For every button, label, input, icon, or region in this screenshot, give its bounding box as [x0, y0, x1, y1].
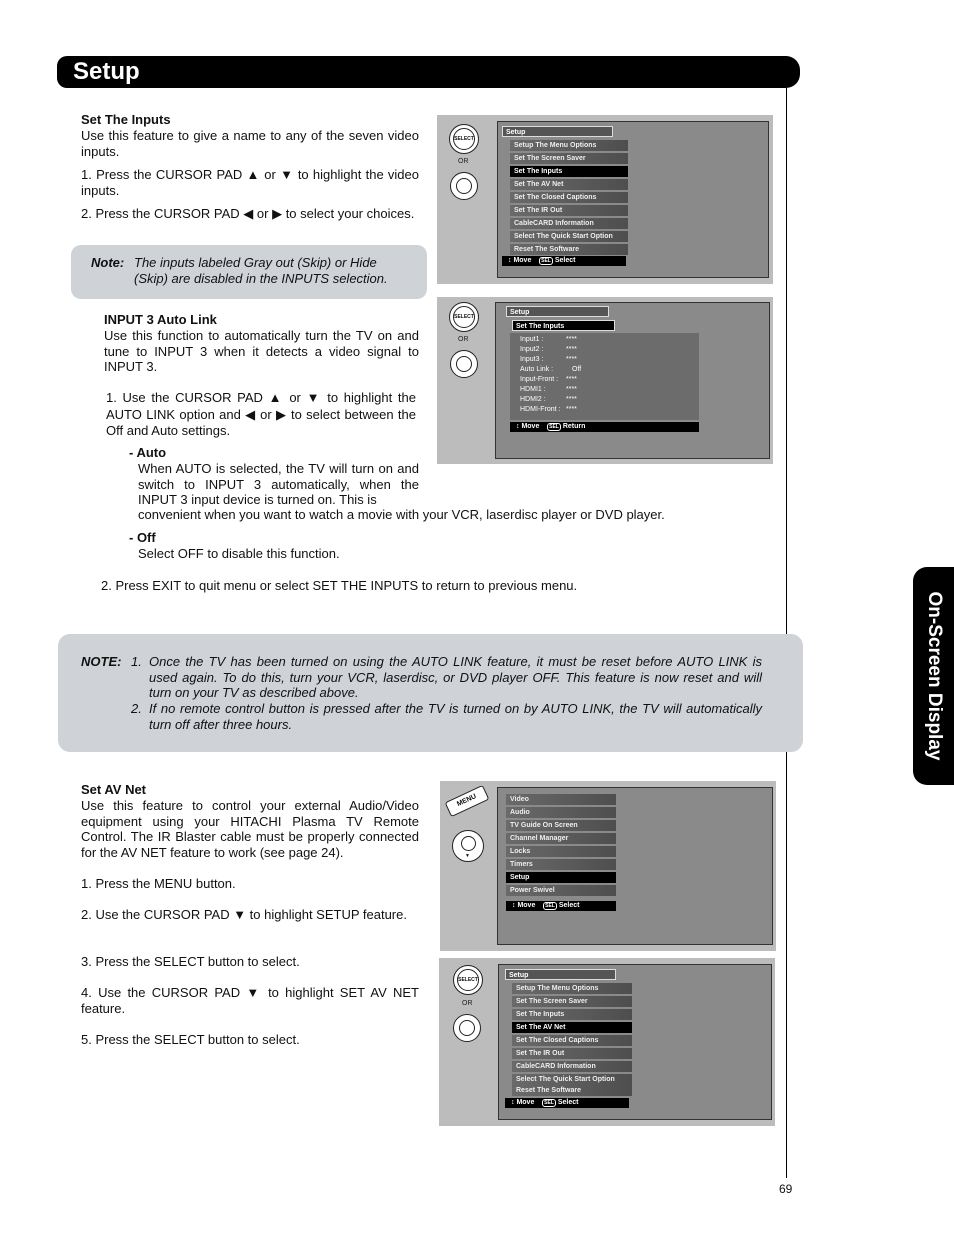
- osd-item[interactable]: Select The Quick Start Option: [512, 1074, 632, 1085]
- note-box: [71, 245, 427, 299]
- osd-menu-title: Setup: [502, 126, 613, 137]
- note-box-2: [58, 634, 803, 752]
- osd-help-bar: ↕ Move SEL Return: [510, 422, 699, 432]
- auto-link-row[interactable]: Auto Link : Off: [520, 366, 582, 373]
- sel-key-label: SEL: [549, 424, 559, 430]
- tv-screen: [495, 302, 770, 459]
- tv-screen: [497, 121, 769, 278]
- osd-item[interactable]: TV Guide On Screen: [506, 820, 616, 831]
- cursor-pad-down-icon: ▼: [452, 830, 484, 862]
- osd-item[interactable]: Setup The Menu Options: [510, 140, 628, 151]
- auto-label: - Auto: [129, 445, 167, 460]
- cursor-pad-icon: [450, 172, 478, 200]
- input-row[interactable]: HDMI-Front : ****: [520, 406, 577, 413]
- osd-item[interactable]: Reset The Software: [512, 1085, 632, 1096]
- move-label: Move: [513, 257, 532, 264]
- cursor-pad-icon: [450, 350, 478, 378]
- off-label: - Off: [129, 530, 156, 545]
- input3-title: INPUT 3 Auto Link: [104, 312, 217, 327]
- column-divider: [786, 88, 787, 1178]
- input-row[interactable]: HDMI1 : ****: [520, 386, 577, 393]
- osd-item[interactable]: Timers: [506, 859, 616, 870]
- select-label: Select: [557, 1099, 579, 1106]
- or-label: OR: [458, 158, 469, 165]
- note2-item2: If no remote control button is pressed after the TV is turned on by AUTO LINK, the TV will automatically turn off after three hours.: [149, 701, 762, 732]
- osd-main-menu-list: [506, 794, 616, 896]
- return-label: Return: [562, 423, 586, 430]
- sel-key-label: SEL: [545, 903, 555, 909]
- input-row[interactable]: Input1 : ****: [520, 336, 577, 343]
- osd-menu-list: [512, 983, 632, 1096]
- osd-item[interactable]: Locks: [506, 846, 616, 857]
- av-net-title: Set AV Net: [81, 782, 147, 797]
- move-label: Move: [517, 902, 536, 909]
- side-tab-label: On-Screen Display: [923, 591, 945, 761]
- move-label: Move: [521, 423, 540, 430]
- osd-menu-list: [510, 140, 628, 255]
- input-row[interactable]: Input2 : ****: [520, 346, 577, 353]
- input3-intro: Use this function to automatically turn the TV on and tune to INPUT 3 when it detects a video signal to INPUT 3.: [104, 328, 419, 374]
- set-inputs-step2: 2. Press the CURSOR PAD ◀ or ▶ to select your choices.: [81, 206, 415, 221]
- screenshot-panel-av-net: [439, 958, 775, 1126]
- av-net-intro: Use this feature to control your external Audio/Video equipment using your HITACHI Plasma TV Remote Control. The IR Blaster cable must be properly connected for the AV NET feature to work (see page 24).: [81, 798, 419, 860]
- input3-step2: 2. Press EXIT to quit menu or select SET THE INPUTS to return to previous menu.: [101, 578, 578, 593]
- osd-submenu-title: Set The Inputs: [512, 320, 615, 331]
- note-text: The inputs labeled Gray out (Skip) or Hide (Skip) are disabled in the INPUTS selection.: [134, 255, 388, 286]
- osd-item[interactable]: Set The IR Out: [510, 205, 628, 216]
- section-side-tab: [913, 567, 954, 785]
- set-inputs-intro: Use this feature to give a name to any of the seven video inputs.: [81, 128, 419, 159]
- or-label: OR: [458, 336, 469, 343]
- page-title: Setup: [73, 58, 140, 85]
- set-inputs-title: Set The Inputs: [81, 112, 171, 127]
- av-net-step2: 2. Use the CURSOR PAD ▼ to highlight SETUP feature.: [81, 907, 407, 922]
- input-row[interactable]: Input3 : ****: [520, 356, 577, 363]
- osd-help-bar: ↕ Move SEL Select: [502, 256, 626, 266]
- or-label: OR: [462, 1000, 473, 1007]
- osd-item[interactable]: Power Swivel: [506, 885, 616, 896]
- osd-item-selected[interactable]: Setup: [506, 872, 616, 883]
- osd-item[interactable]: Set The Screen Saver: [512, 996, 632, 1007]
- auto-text: When AUTO is selected, the TV will turn on and switch to INPUT 3 automatically, when the INPUT 3 input device is turned on. This is: [138, 461, 419, 507]
- osd-item-selected[interactable]: Set The AV Net: [512, 1022, 632, 1033]
- osd-item[interactable]: Audio: [506, 807, 616, 818]
- note-label: Note:: [91, 255, 125, 270]
- cursor-pad-icon: [453, 1014, 481, 1042]
- note2-item1: Once the TV has been turned on using the AUTO LINK feature, it must be reset before AUTO LINK is used again. To do this, turn your VCR, laserdisc, or DVD player OFF. This feature is now reset and will turn on your TV as described above.: [149, 654, 762, 700]
- tv-screen: [498, 964, 772, 1120]
- osd-menu-title: Setup: [506, 306, 609, 317]
- select-button-icon: SELECT: [453, 965, 483, 995]
- input3-step1: 1. Use the CURSOR PAD ▲ or ▼ to highlight the AUTO LINK option and ◀ or ▶ to select between the Off and Auto settings.: [106, 390, 416, 438]
- osd-help-bar: ↕ Move SEL Select: [505, 1098, 629, 1108]
- auto-text-cont: convenient when you want to watch a movie with your VCR, laserdisc player or DVD player.: [138, 507, 665, 522]
- screenshot-panel-inputs: [437, 297, 773, 464]
- osd-item[interactable]: Set The IR Out: [512, 1048, 632, 1059]
- screenshot-panel-main-menu: [440, 781, 776, 951]
- note2-label: NOTE:: [81, 654, 122, 669]
- select-button-icon: SELECT: [449, 302, 479, 332]
- osd-item[interactable]: Setup The Menu Options: [512, 983, 632, 994]
- page-number: 69: [779, 1182, 793, 1196]
- osd-item[interactable]: Set The AV Net: [510, 179, 628, 190]
- sel-key-label: SEL: [541, 258, 551, 264]
- osd-menu-title: Setup: [505, 969, 616, 980]
- osd-item[interactable]: Select The Quick Start Option: [510, 231, 628, 242]
- sel-key-label: SEL: [544, 1100, 554, 1106]
- osd-item[interactable]: Channel Manager: [506, 833, 616, 844]
- osd-item[interactable]: Reset The Software: [510, 244, 628, 255]
- tv-screen: [497, 787, 773, 945]
- screenshot-panel-setup: [437, 115, 773, 284]
- av-net-step3: 3. Press the SELECT button to select.: [81, 954, 300, 969]
- menu-button-icon: MENU: [445, 785, 490, 817]
- input-row[interactable]: Input-Front : ****: [520, 376, 577, 383]
- select-button-icon: SELECT: [449, 124, 479, 154]
- select-label: Select: [558, 902, 580, 909]
- off-text: Select OFF to disable this function.: [138, 546, 340, 561]
- osd-help-bar: ↕ Move SEL Select: [506, 901, 616, 911]
- osd-item[interactable]: Set The Inputs: [512, 1009, 632, 1020]
- input-row[interactable]: HDMI2 : ****: [520, 396, 577, 403]
- note2-num2: 2.: [131, 701, 142, 716]
- osd-item[interactable]: CableCARD Information: [512, 1061, 632, 1072]
- av-net-step4: 4. Use the CURSOR PAD ▼ to highlight SET AV NET feature.: [81, 985, 419, 1016]
- page-header: [57, 56, 800, 88]
- move-label: Move: [516, 1099, 535, 1106]
- osd-item[interactable]: Set The Closed Captions: [510, 192, 628, 203]
- av-net-step1: 1. Press the MENU button.: [81, 876, 236, 891]
- inputs-list: [510, 333, 699, 420]
- select-label: Select: [554, 257, 576, 264]
- osd-item-selected[interactable]: Set The Inputs: [510, 166, 628, 177]
- osd-item[interactable]: Set The Screen Saver: [510, 153, 628, 164]
- osd-item[interactable]: Set The Closed Captions: [512, 1035, 632, 1046]
- osd-item[interactable]: CableCARD Information: [510, 218, 628, 229]
- set-inputs-step1: 1. Press the CURSOR PAD ▲ or ▼ to highlight the video inputs.: [81, 167, 419, 198]
- av-net-step5: 5. Press the SELECT button to select.: [81, 1032, 300, 1047]
- note2-num1: 1.: [131, 654, 142, 669]
- osd-item[interactable]: Video: [506, 794, 616, 805]
